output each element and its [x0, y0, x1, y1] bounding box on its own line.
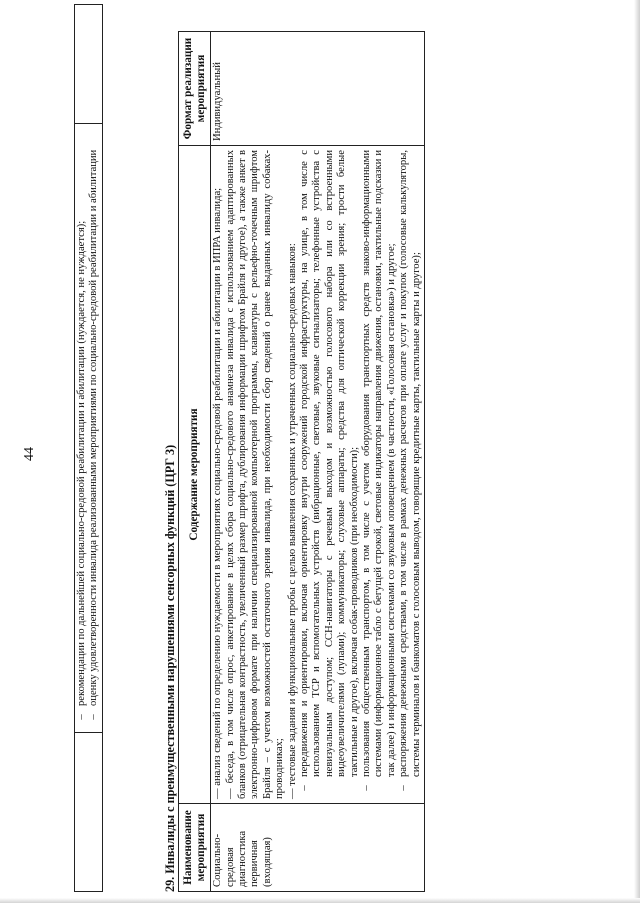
column-header-format: Формат реализации мероприятия: [179, 32, 211, 146]
column-header-content: Содержание мероприятия: [179, 146, 211, 804]
list-item-text: оценку удовлетворенности инвалида реализованными мероприятиями по социально-средовой реабилитации и абилитации: [88, 149, 100, 706]
measures-table: [178, 31, 425, 892]
dash-marker: –: [76, 714, 87, 720]
table-cell-empty: [75, 5, 103, 124]
page-number: 44: [22, 447, 37, 461]
content-paragraph: — тестовые задания и функциональные пробы с целью выявления сохранных и утраченных социально-средовых навыков:: [286, 243, 298, 799]
dash-marker: –: [88, 714, 100, 720]
list-item-text: передвижения и ориентировки, включая ориентировку внутри сооружений городской инфраструктуры, на улице, в том числе с использованием ТСР и вспомогательных устройств (вибрационные, световые, звуковые сигнализаторы; телефонные устройства с невизуальным доступом; ССН-навигаторы с речевым выходом и возможностью голосового набора или со встроенными видеоувеличителями (лупами); коммуникаторы; слуховые аппараты; средства для оптической коррекции зрения; трости белые тактильные и другое), включая собак-проводников (при необходимости);: [299, 150, 360, 777]
table-cell-content: [75, 124, 103, 733]
list-item-text: рекомендации по дальнейшей социально-средовой реабилитации и абилитации (нуждается, не нуждается);: [76, 220, 87, 706]
table-header-row: [179, 32, 211, 892]
dash-marker: –: [398, 785, 410, 791]
list-item: [76, 128, 88, 728]
table-row: [211, 32, 425, 892]
list-item-text: распоряжения денежными средствами, в том числе в рамках денежных расчетов при оплате услуг и покупок (голосовые калькуляторы, системы терминалов и банкоматов с голосовым выводом, говорящие кредитные карты, тактильные карты и другое);: [398, 150, 422, 777]
rotated-document-page: [18, 12, 618, 892]
content-paragraph: — беседа, в том числе опрос, анкетирование в целях сбора социально-средового анамнеза инвалида с использованием адаптированных бланков (отрицательная контрастность, увеличенный размер шрифта, дублирования информации шрифтом Брайля и другое), а также анкет в электронно-цифровом формате при наличии специализированной компьютерной программы, клавиатуры с рельефно-точечным шрифтом Брайля – с учетом возможностей остаточного зрения инвалида, при необходимости сбор сведений о ранее выданных инвалиду собаках-проводниках;: [224, 150, 286, 799]
column-header-name: Наименование мероприятия: [179, 804, 211, 892]
measure-content: [211, 146, 425, 804]
measure-name: Социально-средовая диагностика первичная (входящая): [211, 804, 425, 892]
continuation-table: [74, 4, 103, 892]
list-item-text: пользования общественным транспортом, в том числе с учетом оборудования транспортных средств знаково-информационными системами (информационное табло с бегущей строкой, световые индикаторы направления движения, остановки, тактильные подсказки и так далее) и информационными системами со звуковым оповещением (в частности, «Голосовая остановка») и другое;: [361, 150, 397, 777]
list-item: [88, 128, 100, 728]
list-item: [299, 150, 361, 799]
table-row: [75, 5, 103, 892]
scan-edge-shadow: [634, 0, 640, 903]
content-paragraph: — анализ сведений по определению нуждаемости в мероприятиях социально-средовой реабилитации и абилитации в ИПРА инвалида;: [212, 187, 224, 799]
table-cell-empty: [75, 733, 103, 892]
dash-marker: –: [361, 785, 373, 791]
scan-edge-shadow-bottom: [0, 898, 640, 903]
list-item: [361, 150, 398, 799]
section-title: 29. Инвалиды с преимущественными нарушениями сенсорных функций (ЦРГ 3): [163, 444, 177, 892]
measure-format: Индивидуальный: [211, 32, 425, 146]
dash-marker: –: [299, 785, 311, 791]
list-item: [398, 150, 423, 799]
